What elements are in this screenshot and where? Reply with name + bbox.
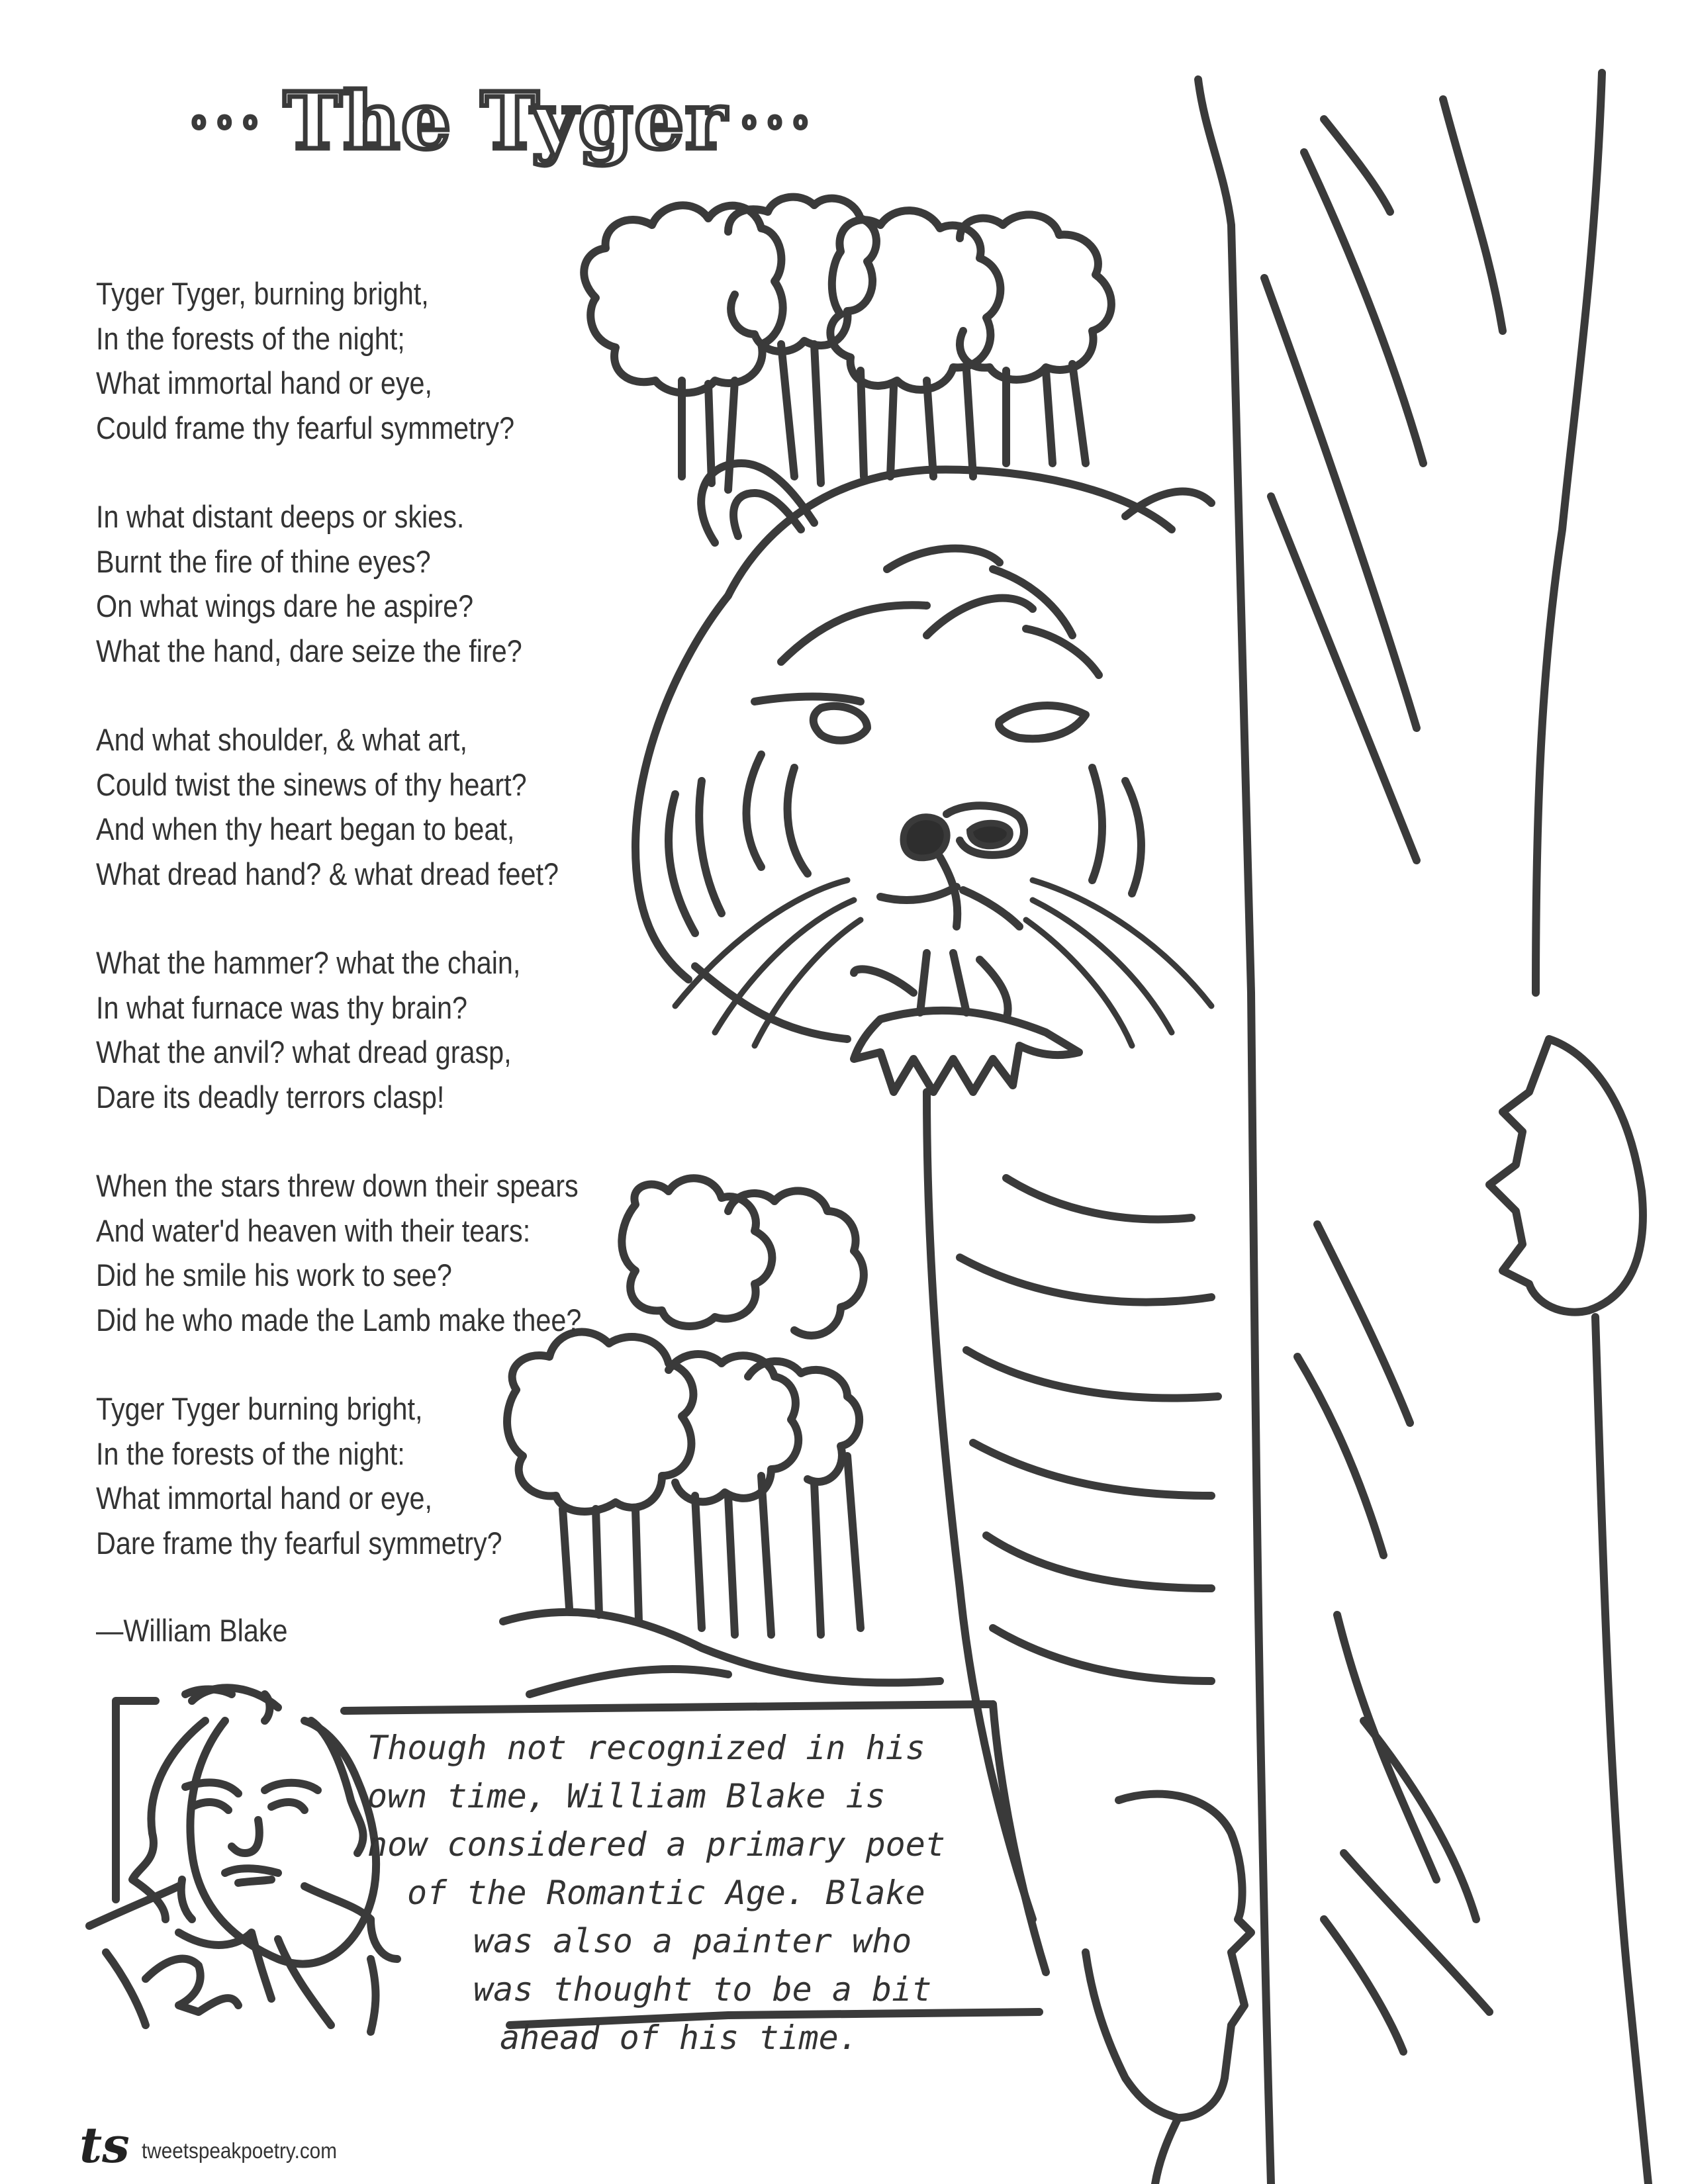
poem-text [96,271,608,1653]
stanza-5 [96,1163,608,1342]
poem-line: What immortal hand or eye, [96,1480,433,1516]
poem-line: Tyger Tyger burning bright, [96,1391,423,1426]
footer [79,2117,359,2174]
poem-line: In what distant deeps or skies. [96,499,465,534]
title-text: The Tyger [283,75,728,167]
poem-line: In what furnace was thy brain? [96,989,467,1025]
title-dots-left: ooo [192,108,269,134]
poem-line: Did he smile his work to see? [96,1257,452,1293]
page-title [192,75,820,167]
poem-line: What dread hand? & what dread feet? [96,856,559,891]
poem-author: —William Blake [96,1613,288,1648]
bio-line: own time, William Blake is [367,1777,886,1815]
tree-trunk [1198,73,1648,2184]
bio-line: Though not recognized in his [367,1729,925,1767]
stanza-1 [96,271,608,450]
poem-line: Burnt the fire of thine eyes? [96,543,431,579]
tweetspeak-logo-icon: ts [79,2117,130,2174]
poem-line: In the forests of the night: [96,1435,405,1471]
forest-trees-top [584,197,1111,490]
website-link[interactable]: tweetspeakpoetry.com [141,2138,337,2163]
bio-line: now considered a primary poet [367,1825,945,1864]
bio-line: was thought to be a bit [473,1970,932,2009]
poem-line: On what wings dare he aspire? [96,588,474,623]
stanza-3 [96,717,608,896]
william-blake-portrait [89,1688,397,2032]
poem-line: Could frame thy fearful symmetry? [96,410,515,445]
bio-line: was also a painter who [473,1922,912,1960]
poem-line: When the stars threw down their spears [96,1168,579,1203]
poem-line: What the hammer? what the chain, [96,945,521,980]
poem-line: Dare its deadly terrors clasp! [96,1079,445,1115]
poem-line: Did he who made the Lamb make thee? [96,1302,582,1338]
poem-line: And water'd heaven with their tears: [96,1212,531,1248]
bio-note [367,1724,1029,2062]
stanza-2 [96,494,608,673]
poem-line: In the forests of the night; [96,320,405,356]
poem-line: What the anvil? what dread grasp, [96,1034,512,1069]
poem-line: What immortal hand or eye, [96,365,433,400]
stanza-4 [96,940,608,1119]
poem-line: Could twist the sinews of thy heart? [96,766,527,802]
bio-line: of the Romantic Age. Blake [407,1874,925,1912]
title-dots-right: ooo [742,108,820,134]
tiger-head [635,463,1211,1092]
poem-line: Tyger Tyger, burning bright, [96,276,429,311]
bio-line: ahead of his time. [500,2019,859,2057]
tiger-paw [1086,1794,1251,2184]
poem-line: And what shoulder, & what art, [96,722,467,757]
poem-line: What the hand, dare seize the fire? [96,633,522,668]
stanza-6 [96,1387,608,1565]
poem-line: And when thy heart began to beat, [96,811,515,846]
poem-line: Dare frame thy fearful symmetry? [96,1525,502,1561]
